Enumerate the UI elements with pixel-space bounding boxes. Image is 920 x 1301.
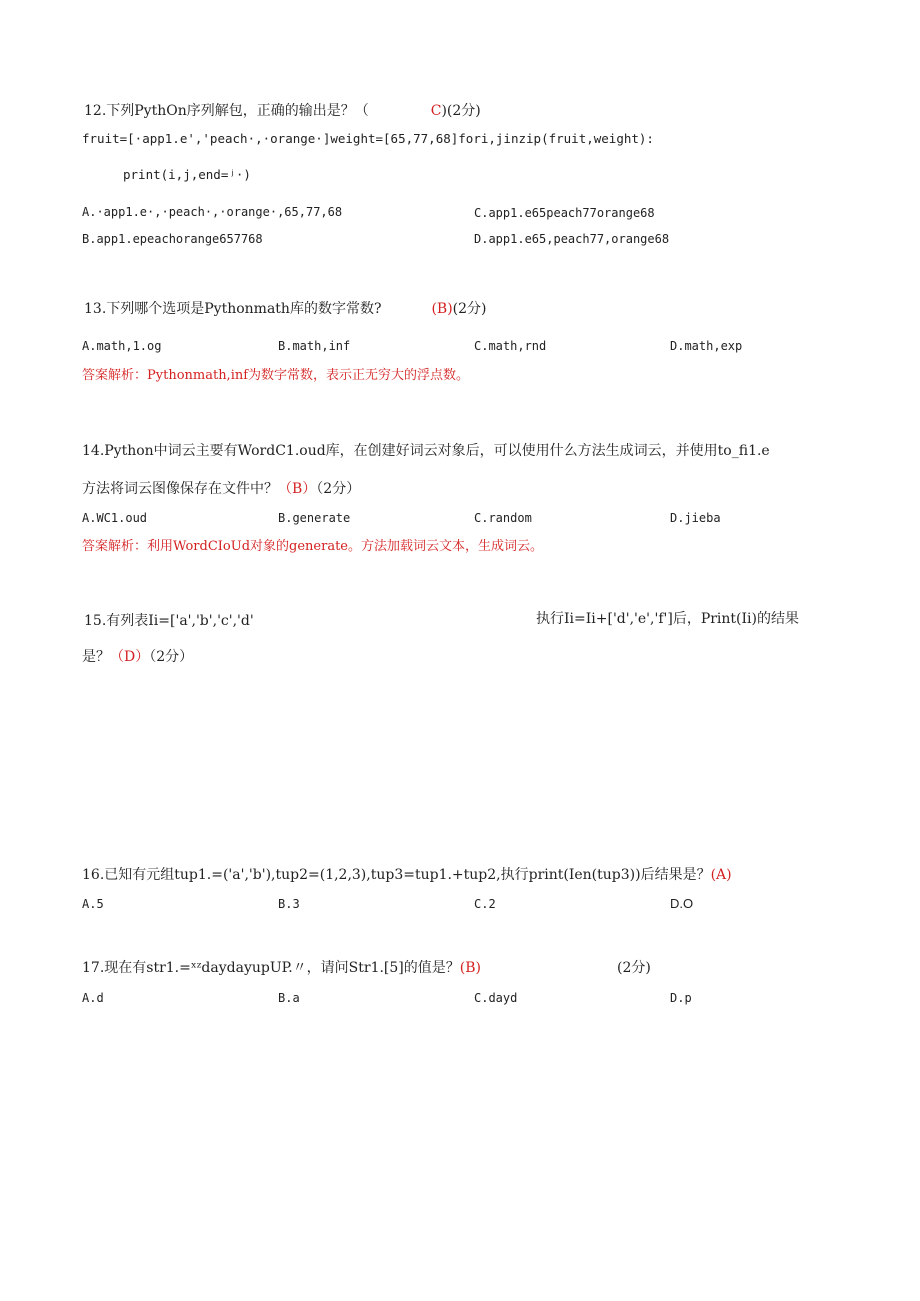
q14-score: （2分）: [316, 481, 361, 497]
q14-question-line-1: 14.Python中词云主要有WordC1.oud库，在创建好词云对象后，可以使用什么方法生成词云，并使用to_fi1.e: [82, 443, 770, 459]
q13-option-b: B.math,inf: [278, 339, 351, 353]
q13-option-c: C.math,rnd: [474, 339, 547, 353]
q16-option-a: A.5: [82, 897, 104, 911]
q12-answer: C: [430, 103, 442, 119]
q14-option-a: A.WC1.oud: [82, 511, 148, 525]
q16-text: 16.已知有元组tup1.=('a','b'),tup2=(1,2,3),tup3=tup1.+tup2,执行print(Ien(tup3))后结果是？: [82, 867, 711, 883]
q17-option-c: C.dayd: [474, 991, 518, 1005]
q12-code-line-1: fruit=[·app1.e','peach·,·orange·]weight=[65,77,68]fori,jinzip(fruit,weight):: [82, 131, 654, 146]
q14-answer: （B）: [278, 481, 317, 497]
q12-text: 12.下列PythOn序列解包，正确的输出是？（: [84, 103, 369, 119]
q13-text: 13.下列哪个选项是Pythonmath库的数字常数?: [84, 301, 382, 317]
q14-option-d: D.jieba: [670, 511, 721, 525]
q13-question: [84, 300, 487, 318]
q15-question-line-2: [82, 648, 193, 666]
q16-answer: (A): [710, 867, 732, 883]
q15-text: 是？: [82, 649, 110, 665]
q12-option-c: C.app1.e65peach77orange68: [474, 206, 655, 220]
q17-text: 17.现在有str1.=ˣᶻdaydayupUP.〃，请问Str1.[5]的值是？: [82, 960, 460, 976]
q17-answer: (B): [459, 960, 481, 976]
q15-score: （2分）: [149, 649, 194, 665]
q13-explanation: 答案解析：Pythonmath,inf为数字常数，表示正无穷大的浮点数。: [82, 368, 470, 383]
q15-question-part-2: 执行Ii=Ii+['d','e','f']后，Print(Ii)的结果: [536, 611, 799, 627]
q12-score: )(2分): [441, 103, 481, 119]
q14-text: 方法将词云图像保存在文件中？: [82, 481, 278, 497]
q15-answer: （D）: [110, 649, 150, 665]
q17-score: (2分): [617, 960, 651, 976]
q14-option-b: B.generate: [278, 511, 351, 525]
q16-option-c: C.2: [474, 897, 496, 911]
q14-question-line-2: [82, 480, 360, 498]
q15-question-part-1: 15.有列表Ii=['a','b','c','d': [84, 613, 254, 629]
q17-question: [82, 959, 481, 977]
q12-question: [84, 102, 481, 120]
q12-option-d: D.app1.e65,peach77,orange68: [474, 232, 670, 246]
q17-option-a: A.d: [82, 991, 104, 1005]
q12-option-b: B.app1.epeachorange657768: [82, 232, 263, 246]
q16-question: [82, 866, 732, 884]
q13-answer: (B): [431, 301, 453, 317]
q16-option-d: D.O: [670, 896, 694, 911]
q13-option-a: A.math,1.og: [82, 339, 162, 353]
q13-option-d: D.math,exp: [670, 339, 743, 353]
q14-option-c: C.random: [474, 511, 532, 525]
q17-option-d: D.p: [670, 991, 692, 1005]
q13-score: (2分): [452, 301, 487, 317]
q12-code-line-2: print(i,j,end=ʲ·): [123, 167, 251, 182]
q12-option-a: A.·app1.e·,·peach·,·orange·,65,77,68: [82, 205, 343, 219]
q16-option-b: B.3: [278, 897, 300, 911]
q17-option-b: B.a: [278, 991, 300, 1005]
q14-explanation: 答案解析：利用WordCIoUd对象的generate。方法加载词云文本，生成词云。: [82, 539, 543, 554]
